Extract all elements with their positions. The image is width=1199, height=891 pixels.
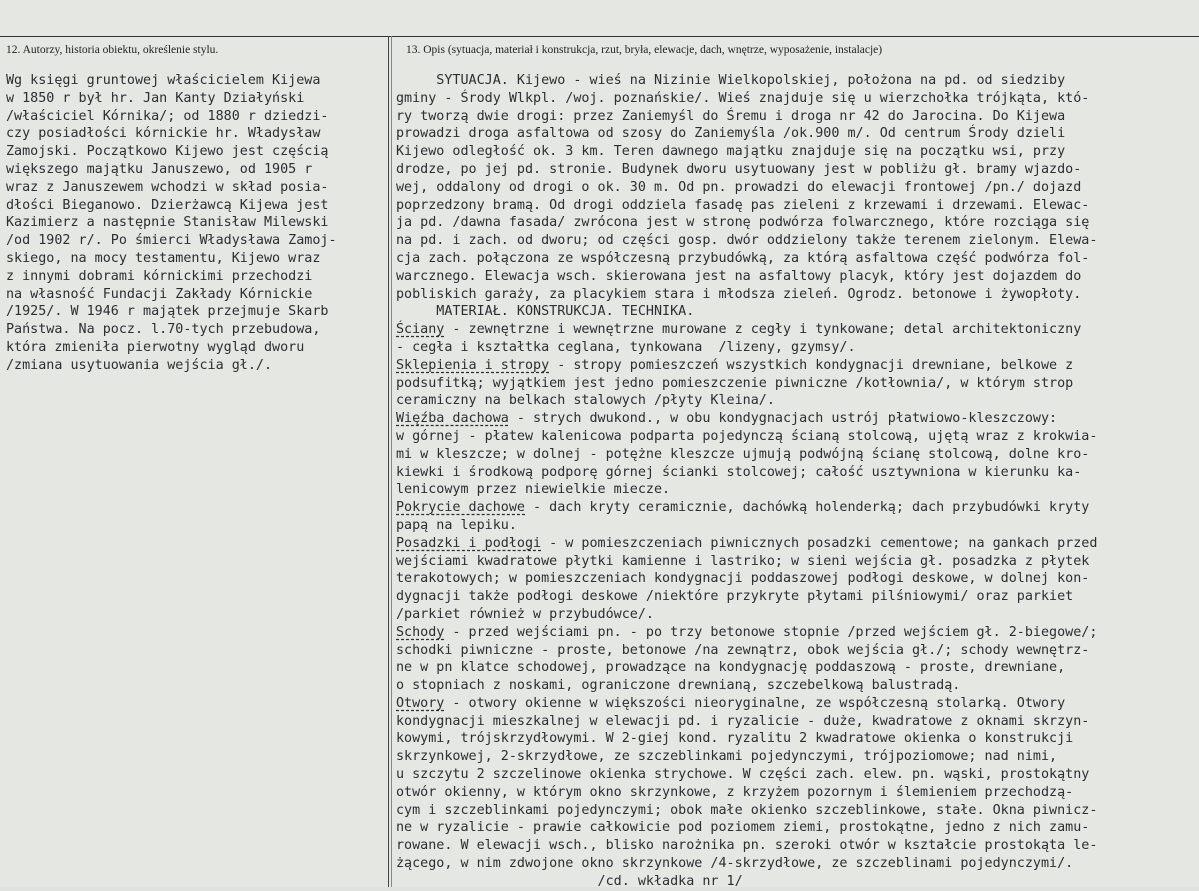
section-13-heading: 13. Opis (sytuacja, materiał i konstrukcja, rzut, bryła, elewacje, dach, wnętrze, wyposażenie, instalacje) (406, 44, 883, 56)
description-line (396, 535, 1196, 553)
history-line: w 1850 r był hr. Jan Kanty Działyński (6, 90, 305, 106)
line-text: w górnej - płatew kalenicowa podparta pojedynczą ścianą stolcową, ujętą wraz z krokwia- (396, 428, 1098, 444)
line-text: cym i szczeblinkami pojedynczymi; obok małe okienko szczeblinkowe, stałe. Okna piwnicz- (396, 802, 1098, 818)
line-text: SYTUACJA. Kijewo - wieś na Nizinie Wielkopolskiej, położona na pd. od siedziby (396, 73, 1066, 88)
history-line: /zmiana usytuowania wejścia gł./. (6, 357, 273, 373)
description-line (396, 695, 1196, 713)
section-label: Sklepienia i stropy (396, 357, 550, 373)
description-line (396, 570, 1196, 588)
line-text: - stropy pomieszczeń wszystkich kondygnacji drewniane, belkowe z (549, 357, 1074, 373)
description-line (396, 819, 1196, 837)
history-line: z innymi dobrami kórnickimi przechodzi (6, 268, 313, 284)
column-divider (388, 36, 389, 887)
line-text: podsufitką; wyjątkiem jest jedno pomieszczenie piwniczne /kotłownia/, w którym strop (396, 375, 1074, 391)
description-line (396, 677, 1196, 695)
line-text: drodze, po jej pd. stronie. Budynek dworu usytuowany jest w pobliżu gł. bramy wjazdo- (396, 161, 1082, 177)
line-text: poprzedzony bramą. Od drogi oddziela fasadę pas zieleni z krzewami i drzewami. Elewac- (396, 197, 1090, 213)
line-text: warcznego. Elewacja wsch. skierowana jest na asfaltowy placyk, który jest dojazdem do (396, 268, 1082, 284)
history-line: czy posiadłości kórnickie hr. Władysław (6, 126, 321, 142)
description-line (396, 214, 1196, 232)
history-line: dłości Bieganowo. Dzierżawcą Kijewa jest (6, 197, 329, 213)
description-line (396, 713, 1196, 731)
description-line (396, 802, 1196, 820)
description-line (396, 464, 1196, 482)
line-text: - zewnętrzne i wewnętrzne murowane z cegły i tynkowane; detal architektoniczny (444, 322, 1082, 338)
description-line (396, 179, 1196, 197)
section-label: Otwory (396, 695, 445, 711)
line-text: - otwory okienne w większości nieoryginalne, ze współczesną stolarką. Otwory (444, 695, 1066, 711)
line-text: schodki piwniczne - proste, betonowe /na zewnątrz, obok wejścia gł./; schody wewnętrz- (396, 642, 1090, 658)
line-text: - strych dwukond., w obu kondygnacjach ustrój płatwiowo-kleszczowy: (508, 411, 1058, 427)
description-line (396, 197, 1196, 215)
line-text: /cd. wkładka nr 1/ (396, 873, 743, 889)
description-text (396, 72, 1196, 891)
line-text: otwór okienny, w którym okno skrzynkowe, z krzyżem pozornym i ślemieniem przechodzą- (396, 784, 1074, 800)
description-line (396, 410, 1196, 428)
history-line: Kazimierz a następnie Stanisław Milewski (6, 215, 329, 231)
history-line: Państwa. Na pocz. l.70-tych przebudowa, (6, 322, 321, 338)
history-line: na własność Fundacji Zakłady Kórnickie (6, 286, 313, 302)
line-text: żącego, w nim zdwojone okno skrzynkowe /4-skrzydłowe, ze szczeblinami pojedynczymi/. (396, 856, 1074, 872)
description-line (396, 428, 1196, 446)
history-line: większego majątku Januszewo, od 1905 r (6, 161, 313, 177)
description-line (396, 659, 1196, 677)
line-text: pobliskich garaży, za placykiem stara i młodsza zieleń. Ogrodz. betonowe i żywopłoty. (396, 286, 1082, 302)
description-line (396, 357, 1196, 375)
description-line (396, 837, 1196, 855)
description-line (396, 766, 1196, 784)
line-text: skrzynkowej, 2-skrzydłowe, ze szczeblinkami pojedynczymi, trójpoziomowe; nad nimi, (396, 749, 1058, 765)
line-text: kiewki i środkową podporę górnej ścianki stolcowej; całość usztywniona w kierunku ka- (396, 464, 1082, 480)
line-text: ja pd. /dawna fasada/ zwrócona jest w stronę podwórza folwarcznego, które rozciąga się (396, 215, 1090, 231)
history-line: /od 1902 r/. Po śmierci Władysława Zamoj- (6, 233, 337, 249)
line-text: /parkiet również w przybudówce/. (396, 606, 654, 622)
line-text: wejściami kwadratowe płytki kamienne i lastriko; w sieni wejścia gł. posadzka z płytek (396, 553, 1090, 569)
line-text: terakotowych; w pomieszczeniach kondygnacji poddaszowej podłogi deskowe, w dolnej kon- (396, 571, 1090, 587)
line-text: - przed wejściami pn. - po trzy betonowe stopnie /przed wejściem gł. 2-biegowe/; (444, 624, 1098, 640)
description-line (396, 321, 1196, 339)
history-line: /właściciel Kórnika/; od 1880 r dziedzi- (6, 108, 329, 124)
line-text: ry tworzą dwie drogi: przez Zaniemyśl do Śremu i droga nr 42 do Jarocina. Do Kijewa (396, 108, 1066, 124)
description-line (396, 143, 1196, 161)
line-text: papą na lepiku. (396, 517, 517, 533)
description-line (396, 481, 1196, 499)
history-line: Zamojski. Początkowo Kijewo jest częścią (6, 144, 329, 160)
description-line (396, 72, 1196, 90)
history-line: wraz z Januszewem wchodzi w skład posia- (6, 179, 329, 195)
description-line (396, 624, 1196, 642)
line-text: ceramiczny na belkach stalowych /płyty Kleina/. (396, 393, 775, 409)
description-line (396, 855, 1196, 873)
description-line (396, 499, 1196, 517)
history-line: Wg księgi gruntowej właścicielem Kijewa (6, 73, 321, 88)
description-line (396, 161, 1196, 179)
description-line (396, 517, 1196, 535)
section-label: Ściany (396, 322, 445, 338)
line-text: ne w ryzalicie - prawie całkowicie pod poziomem ziemi, prostokątne, jedno z nich zamu- (396, 820, 1090, 836)
description-line (396, 606, 1196, 624)
description-line (396, 392, 1196, 410)
line-text: prowadzi droga asfaltowa od szosy do Zaniemyśla /ok.900 m/. Od centrum Środy dzieli (396, 126, 1066, 142)
description-line (396, 784, 1196, 802)
description-line (396, 748, 1196, 766)
description-line (396, 730, 1196, 748)
history-line: skiego, na mocy testamentu, Kijewo wraz (6, 250, 321, 266)
line-text: mi w kleszcze; w dolnej - potężne kleszcze ujmują podwójną ścianę stolcową, dolne kro- (396, 446, 1090, 462)
line-text: - dach kryty ceramicznie, dachówką holenderką; dach przybudówki kryty (525, 500, 1090, 516)
description-line (396, 446, 1196, 464)
section-label: Posadzki i podłogi (396, 535, 542, 551)
line-text: wej, oddalony od drogi o ok. 30 m. Od pn. prowadzi do elewacji frontowej /pn./ dojazd (396, 179, 1082, 195)
header-rule (0, 36, 1199, 37)
column-divider-inner (391, 36, 392, 887)
history-text (6, 72, 384, 375)
line-text: rowane. W elewacji wsch., blisko narożnika pn. szeroki otwór w kształcie prostokąta le- (396, 838, 1098, 854)
description-line (396, 339, 1196, 357)
description-line (396, 642, 1196, 660)
line-text: lenicowym przez niewielkie miecze. (396, 482, 671, 498)
line-text: na pd. i zach. od dworu; od części gosp. dwór oddzielony także terenem zielonym. Elewa- (396, 233, 1098, 249)
line-text: gminy - Środy Wlkpl. /woj. poznańskie/. Wieś znajduje się u wierzchołka trójkąta, któ- (396, 90, 1090, 106)
description-line (396, 232, 1196, 250)
description-line (396, 588, 1196, 606)
line-text: Kijewo odległość ok. 3 km. Teren dawnego majątku znajduje się na początku wsi, przy (396, 144, 1066, 160)
description-line (396, 375, 1196, 393)
section-label: Więźba dachowa (396, 411, 509, 427)
description-line (396, 286, 1196, 304)
history-line: która zmieniła pierwotny wygląd dworu (6, 339, 305, 355)
line-text: ne w pn klatce schodowej, prowadzące na kondygnację poddaszową - proste, drewniane, (396, 660, 1066, 676)
description-line (396, 303, 1196, 321)
description-line (396, 125, 1196, 143)
line-text: - w pomieszczeniach piwnicznych posadzki cementowe; na gankach przed (541, 535, 1098, 551)
description-line (396, 268, 1196, 286)
description-line (396, 553, 1196, 571)
history-line: /1925/. W 1946 r majątek przejmuje Skarb (6, 304, 329, 320)
section-label: Schody (396, 624, 445, 640)
description-line (396, 108, 1196, 126)
line-text: u szczytu 2 szczelinowe okienka strychowe. W części zach. elew. pn. wąski, prostokątny (396, 767, 1090, 783)
line-text: - cegła i kształtka ceglana, tynkowana /lizeny, gzymsy/. (396, 339, 856, 355)
line-text: kondygnacji mieszkalnej w elewacji pd. i ryzalicie - duże, kwadratowe z oknami skrzyn- (396, 713, 1090, 729)
line-text: MATERIAŁ. KONSTRUKCJA. TECHNIKA. (396, 304, 695, 320)
line-text: kowymi, trójskrzydłowymi. W 2-giej kond. ryzalitu 2 kwadratowe okienka o konstrukcji (396, 731, 1074, 747)
description-line (396, 250, 1196, 268)
section-label: Pokrycie dachowe (396, 500, 525, 516)
line-text: cja zach. połączona ze współczesną przybudówką, za którą asfaltowa część podwórza fol- (396, 250, 1090, 266)
line-text: dygnacji także podłogi deskowe /niektóre przykryte płytami pilśniowymi/ oraz parkiet (396, 589, 1074, 605)
description-line (396, 873, 1196, 891)
description-line (396, 90, 1196, 108)
line-text: o stopniach z noskami, ograniczone drewnianą, szczebelkową balustradą. (396, 678, 961, 694)
section-12-heading: 12. Autorzy, historia obiektu, określenie stylu. (6, 44, 219, 56)
